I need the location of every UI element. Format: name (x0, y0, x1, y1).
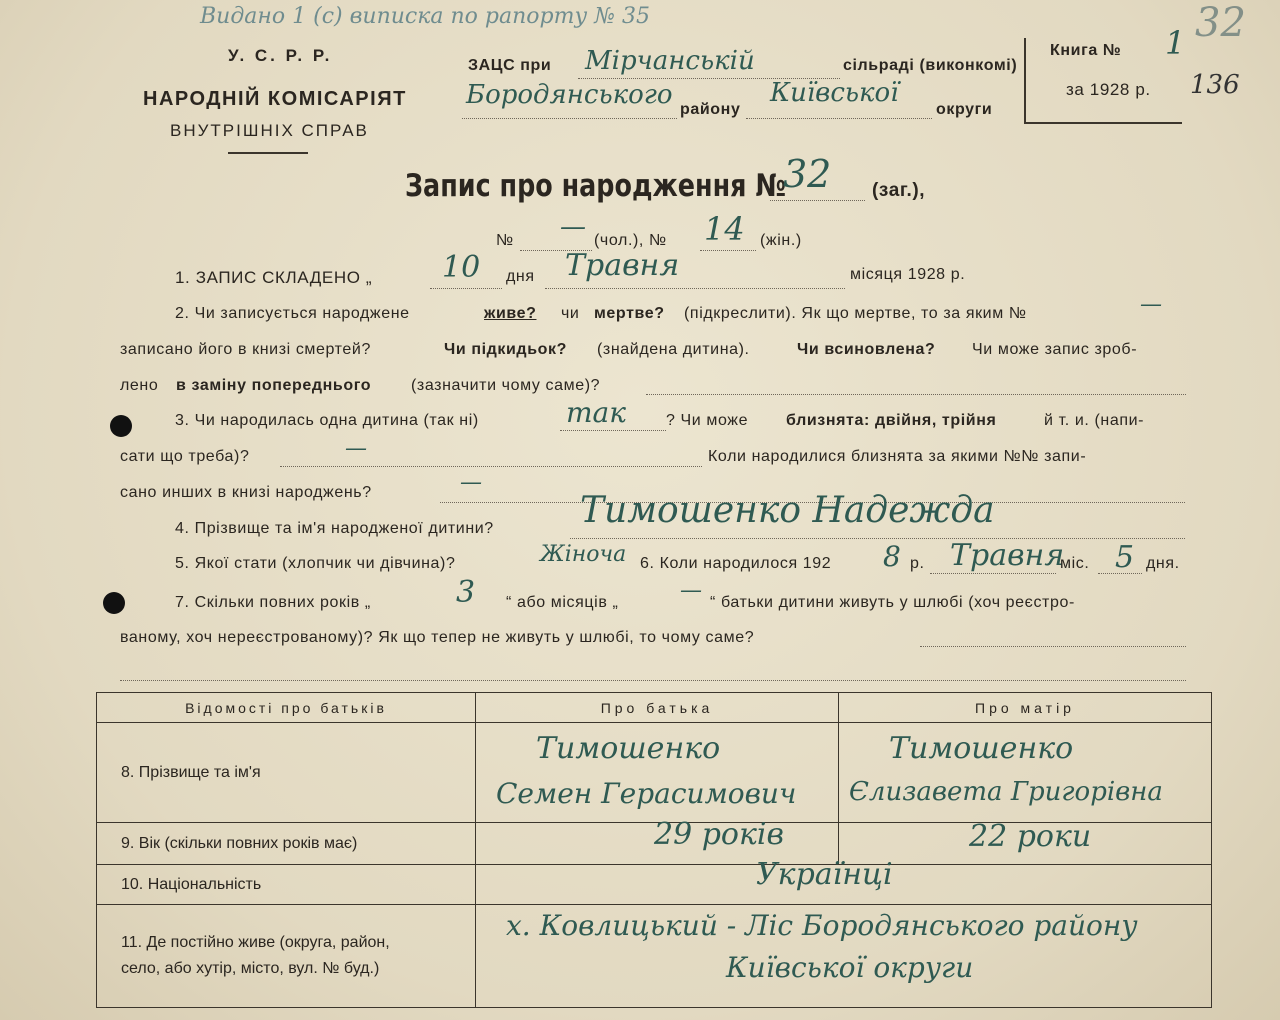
item6-year-label: р. (910, 555, 925, 572)
item2-replacement: в заміну попереднього (176, 377, 372, 394)
book-label: Книга № (1050, 42, 1122, 59)
record-suffix: (заг.), (872, 180, 926, 201)
item6-day: 5 (1115, 540, 1135, 575)
item2-line1c: (підкреслити). Як що мертве, то за яким № (684, 305, 1027, 322)
female-value: 14 (704, 210, 745, 248)
item3-line3-value: — (460, 470, 482, 495)
item2-line3c: (зазначити чому саме)? (411, 377, 601, 394)
item2-dots (646, 394, 1186, 395)
village-council-label: сільраді (виконкомі) (843, 57, 1018, 74)
item1-label: 1. ЗАПИС СКЛАДЕНО „ (175, 268, 373, 287)
header-rule (228, 152, 308, 154)
item3-line2-dots (280, 466, 702, 467)
item7-line1c: “ батьки дитини живуть у шлюбі (хоч реєстро- (710, 594, 1075, 611)
year-extra: 136 (1190, 70, 1240, 100)
item3-value: так (566, 396, 626, 429)
row8-label (97, 723, 476, 823)
male-label: (чол.), № (594, 232, 667, 249)
item2-value: — (1140, 292, 1162, 317)
row9-label (97, 823, 476, 865)
table-header-father: Про батька (476, 693, 839, 723)
item3-twins: близнята: двійня, трійня (786, 412, 997, 429)
item7-months-label: “ або місяців „ (506, 594, 619, 611)
female-dots (700, 250, 756, 251)
item2-alive: живе? (484, 305, 537, 322)
table-row (97, 905, 1212, 1008)
row8-mother-name: Єлизавета Григорівна (849, 777, 1163, 807)
district-label: району (680, 101, 741, 118)
row11-label (97, 905, 476, 1008)
item6-month: Травня (950, 538, 1065, 573)
item2-line2c: (знайдена дитина). (597, 341, 750, 358)
okrug-label: округи (936, 101, 993, 118)
item1-day: 10 (442, 250, 481, 285)
item7-label: 7. Скільки повних років „ (175, 594, 371, 611)
item1-month-dots (545, 288, 845, 289)
item4-value: Тимошенко Надежда (580, 490, 995, 531)
district-dots (462, 118, 677, 119)
okrug-value: Київської (770, 78, 899, 108)
parents-table (96, 692, 1212, 1008)
item3-line2-value: — (345, 436, 367, 461)
item1-month: Травня (565, 248, 680, 283)
zags-label: ЗАЦС при (468, 57, 552, 74)
punch-hole (103, 592, 125, 614)
item2-adopted: Чи всиновлена? (797, 341, 936, 358)
item1-day-label: дня (506, 268, 535, 285)
table-row (97, 865, 1212, 905)
item3-dots (560, 430, 666, 431)
zags-value: Мірчанській (585, 46, 755, 76)
row8-father-surname: Тимошенко (536, 731, 721, 766)
item2-or: чи (561, 305, 580, 322)
item3-line1b: ? Чи може (666, 412, 749, 429)
year-label: за 1928 р. (1066, 80, 1151, 99)
book-extra: 32 (1195, 0, 1246, 46)
subnum-no: № (496, 232, 514, 249)
item7-line2: ваному, хоч нереєстрованому)? Як що тепер не живуть у шлюбі, то чому саме? (120, 629, 755, 646)
item3-line1a: 3. Чи народилась одна дитина (так ні) (175, 412, 479, 429)
record-title: Запис про народження № (405, 168, 786, 204)
row8-mother-surname: Тимошенко (889, 731, 1074, 766)
item3-line2a: сати що треба)? (120, 448, 250, 465)
item2-line1a: 2. Чи записується народжене (175, 305, 410, 322)
internal-affairs-label: ВНУТРІШНІХ СПРАВ (170, 121, 369, 140)
item7-years: 3 (456, 575, 476, 610)
item2-line2a: записано його в книзі смертей? (120, 341, 371, 358)
row11-value-cell (476, 905, 1212, 1008)
item6-day-label: дня. (1146, 555, 1180, 572)
row10-label-text: 10. Національність (121, 875, 262, 893)
record-number: 32 (783, 152, 832, 196)
item6-month-dots (930, 573, 1056, 574)
item2-foundling: Чи підкидьок? (444, 341, 567, 358)
item1-month-label: місяця 1928 р. (850, 266, 966, 283)
female-label: (жін.) (760, 232, 802, 249)
item1-day-dots (430, 288, 502, 289)
row8-father-name: Семен Герасимович (496, 777, 797, 810)
row10-value-cell (476, 857, 1212, 905)
item6-year: 8 (883, 540, 901, 573)
row8-father (476, 723, 839, 823)
row9-father-age: 29 років (654, 817, 784, 852)
row9-label-text: 9. Вік (скільки повних років має) (121, 834, 358, 852)
punch-hole (110, 415, 132, 437)
row10-label (97, 865, 476, 905)
table-row (97, 823, 1212, 865)
table-row (97, 723, 1212, 823)
item7-months: — (680, 578, 702, 603)
item6-label: 6. Коли народилося 192 (640, 555, 832, 572)
table-header-info: Відомості про батьків (97, 693, 476, 723)
item7-dots-2 (120, 680, 1186, 681)
item7-dots (920, 646, 1186, 647)
row10-value: Українці (756, 857, 893, 892)
item2-line2e: Чи може запис зроб- (972, 341, 1138, 358)
okrug-dots (746, 118, 932, 119)
book-box-left (1024, 38, 1026, 124)
book-box-bottom (1024, 122, 1182, 124)
title-dots (770, 200, 865, 201)
item3-line2b: Коли народилися близнята за якими №№ запи- (708, 448, 1087, 465)
row8-mother (839, 723, 1212, 823)
row9-mother (839, 819, 1212, 865)
item5-value: Жіноча (540, 542, 627, 567)
row11-value-line1: х. Ковлицький - Ліс Бородянського району (506, 909, 1138, 942)
district-value: Бородянського (466, 80, 673, 110)
item3-line3a: сано инших в книзі народжень? (120, 484, 372, 501)
item2-dead: мертве? (594, 305, 665, 322)
ussr-label: У. С. Р. Р. (228, 46, 333, 65)
row11-label-line1: 11. Де постійно живе (округа, район, (121, 934, 390, 951)
item4-label: 4. Прізвище та ім'я народженої дитини? (175, 520, 494, 537)
table-header-row (97, 693, 1212, 723)
commissariat-label: НАРОДНІЙ КОМІСАРІЯТ (143, 88, 407, 110)
item5-label: 5. Якої стати (хлопчик чи дівчина)? (175, 555, 456, 572)
row8-label-text: 8. Прізвище та ім'я (121, 763, 261, 781)
row9-mother-age: 22 роки (969, 819, 1092, 854)
table-header-mother: Про матір (839, 693, 1212, 723)
item4-dots (570, 538, 1185, 539)
row11-label-line2: село, або хутір, місто, вул. № буд.) (121, 960, 380, 977)
item3-line1d: й т. и. (напи- (1044, 412, 1145, 429)
item2-line3a: лено (120, 377, 159, 394)
top-handwritten-note: Видано 1 (с) виписка по рапорту № 35 (200, 4, 651, 29)
male-value: — (560, 212, 586, 242)
book-value: 1 (1165, 24, 1186, 62)
item6-month-label: міс. (1060, 555, 1090, 572)
row11-value-line2: Київської округи (726, 951, 974, 984)
